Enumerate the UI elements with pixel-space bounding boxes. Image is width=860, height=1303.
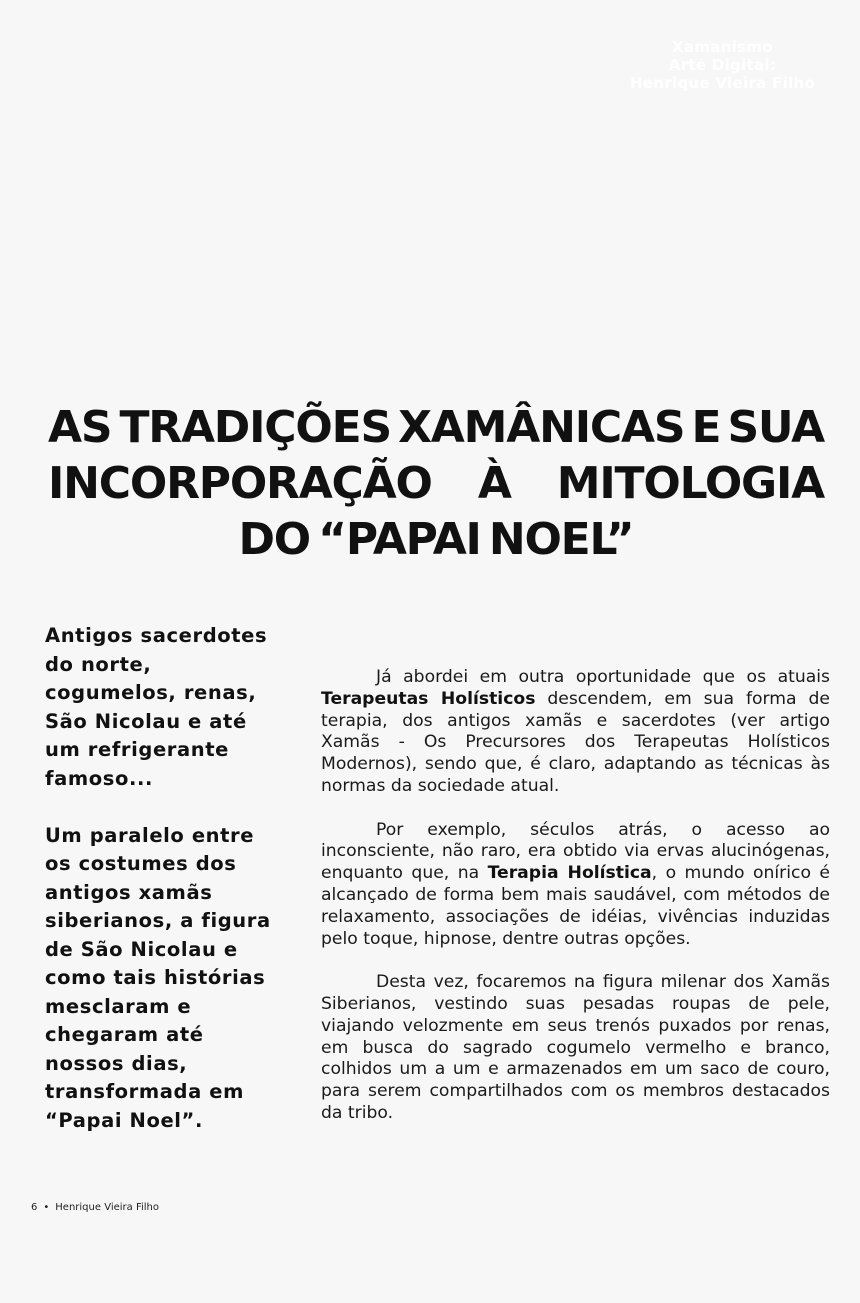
title-word: E bbox=[691, 402, 721, 453]
paragraph-text: Por exemplo, séculos atrás, o acesso ao inconsciente, não raro, era obtido via ervas alucinógenas, enquanto que, na bbox=[321, 819, 830, 884]
credit-line-3: Henrique Vieira Filho bbox=[629, 74, 816, 92]
footer-author: Henrique Vieira Filho bbox=[55, 1202, 159, 1213]
paragraph-text: , o mundo onírico é alcançado de forma bem mais saudável, com métodos de relaxamento, associações de idéias, vivências induzidas pelo toque, hipnose, dentre outras opções. bbox=[321, 863, 830, 949]
body-paragraph-3: Desta vez, focaremos na figura milenar dos Xamãs Siberianos, vestindo suas pesadas roupas de pele, viajando velozmente em seus trenós puxados por renas, em busca do sagrado cogumelo vermelho e branco, colhidos um a um e armazenados em um saco de couro, para serem compartilhados com os membros destacados da tribo. bbox=[321, 972, 830, 1123]
title-word: SUA bbox=[727, 402, 824, 453]
body-paragraph-2 bbox=[321, 820, 830, 951]
sidebar-summary bbox=[45, 622, 285, 1164]
bold-term-terapeutas: Terapeutas Holísticos bbox=[321, 688, 536, 709]
summary-paragraph-2: Um paralelo entre os costumes dos antigos xamãs siberianos, a figura de São Nicolau e como tais histórias mesclaram e chegaram até nossos dias, transformada em “Papai Noel”. bbox=[45, 823, 271, 1132]
title-line-1 bbox=[48, 400, 824, 456]
title-word: INCORPORAÇÃO bbox=[48, 458, 432, 509]
summary-paragraph-1: Antigos sacerdotes do norte, cogumelos, renas, São Nicolau e até um refrigerante famoso... bbox=[45, 624, 268, 790]
page-number: 6 bbox=[31, 1202, 38, 1213]
article-title bbox=[48, 400, 824, 568]
credit-line-2: Arte Digital: bbox=[668, 56, 777, 74]
article-body bbox=[321, 667, 830, 1147]
bullet-separator: • bbox=[43, 1202, 50, 1213]
page-footer bbox=[31, 1202, 159, 1213]
title-line-3: DO “PAPAI NOEL” bbox=[238, 514, 634, 565]
bold-term-terapia: Terapia Holística bbox=[487, 863, 652, 884]
paragraph-text: Já abordei em outra oportunidade que os atuais bbox=[376, 667, 830, 687]
image-credit bbox=[600, 38, 845, 92]
title-line-2 bbox=[48, 456, 824, 512]
body-paragraph-1 bbox=[321, 667, 830, 798]
title-word: AS TRADIÇÕES bbox=[48, 402, 391, 453]
title-word: À bbox=[477, 458, 511, 509]
title-word: MITOLOGIA bbox=[556, 458, 824, 509]
paragraph-text: descendem, em sua forma de terapia, dos antigos xamãs e sacerdotes (ver artigo Xamãs - Os Precursores dos Terapeutas Holísticos Modernos), sendo que, é claro, adaptando as técnicas às normas da sociedade atual. bbox=[321, 688, 830, 796]
credit-line-1: Xamanismo bbox=[672, 38, 773, 56]
title-word: XAMÂNICAS bbox=[398, 402, 685, 453]
